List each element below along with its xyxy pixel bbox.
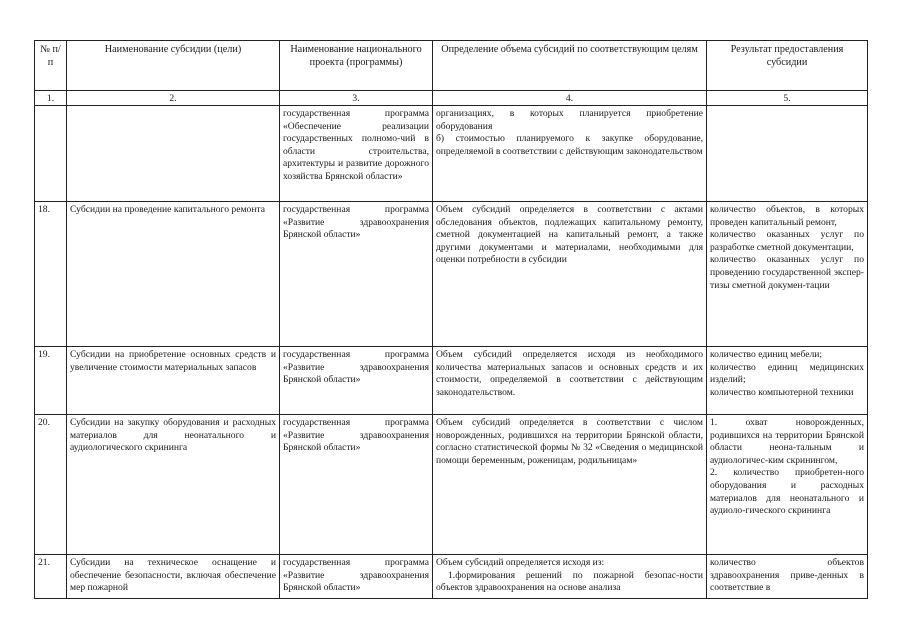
- result-line: 2. количество приобретен-ного оборудования и расходных материалов для неонатального и аудиоло-гического скрининга: [710, 467, 864, 517]
- definition-line: Объем субсидий определяется исходя из:: [436, 557, 605, 568]
- row-number: 19.: [35, 347, 67, 415]
- volume-definition: [433, 347, 707, 415]
- program-name: государственная программа «Обеспечение реализации государственных полномо-чий в области строительства, архитектуры и развитие дорожного хозяйства Брянской области»: [280, 106, 433, 202]
- subsidy-name: Субсидии на приобретение основных средств и увеличение стоимости материальных запасов: [67, 347, 280, 415]
- subsidy-name: Субсидии на проведение капитального ремонта: [67, 202, 280, 347]
- result-line: количество объектов здравоохранения приве-денных в соответствие в: [710, 557, 864, 594]
- column-number: 5.: [707, 91, 868, 106]
- result-line: 1. охват новорожденных, родившихся на территории Брянской области неона-тальным и аудиологичес-ким скринингом,: [710, 417, 864, 466]
- volume-definition: [433, 106, 707, 202]
- column-number: 3.: [280, 91, 433, 106]
- definition-line: б) стоимостью планируемого к закупке оборудование, определяемой в соответствии с действующим законодательством: [436, 133, 703, 157]
- column-number: 1.: [35, 91, 67, 106]
- table-row: [35, 202, 868, 347]
- table-header-row: [35, 41, 868, 91]
- row-number: 21.: [35, 555, 67, 599]
- column-number: 4.: [433, 91, 707, 106]
- program-name: государственная программа «Развитие здравоохранения Брянской области»: [280, 555, 433, 599]
- result-cell: [707, 347, 868, 415]
- row-number: 18.: [35, 202, 67, 347]
- header-subsidy-name: Наименование субсидии (цели): [67, 41, 280, 91]
- result-line: количество оказанных услуг по разработке сметной документации,: [710, 229, 864, 253]
- program-name: государственная программа «Развитие здравоохранения Брянской области»: [280, 202, 433, 347]
- column-number-row: [35, 91, 868, 106]
- result-cell: [707, 555, 868, 599]
- result-cell: [707, 202, 868, 347]
- definition-line: организациях, в которых планируется приобретение оборудования: [436, 108, 703, 132]
- definition-line: Объем субсидий определяется исходя из необходимого количества материальных запасов и основных средств и их стоимости, определяемой в соответствии с действующим законодательством.: [436, 349, 703, 398]
- definition-line: Объем субсидий определяется в соответствии с актами обследования объектов, подлежащих капитальному ремонту, сметной документацией на капитальный ремонт, а также другими документами и материалами, необходимыми для оценки потребности в субсидии: [436, 204, 703, 266]
- volume-definition: [433, 555, 707, 599]
- table-row: [35, 415, 868, 555]
- row-number: 20.: [35, 415, 67, 555]
- result-line: количество оказанных услуг по проведению государственной экспер-тизы сметной докумен-тации: [710, 254, 864, 291]
- column-number: 2.: [67, 91, 280, 106]
- table-row: [35, 106, 868, 202]
- definition-line: Объем субсидий определяется в соответствии с числом новорожденных, родившихся на территории Брянской области, согласно статистической формы № 32 «Сведения о медицинской помощи беременным, роженицам, родильницам»: [436, 417, 703, 466]
- table-row: [35, 347, 868, 415]
- volume-definition: [433, 202, 707, 347]
- header-national-project: Наименование национального проекта (программы): [280, 41, 433, 91]
- result-cell: [707, 106, 868, 202]
- row-number: [35, 106, 67, 202]
- result-cell: [707, 415, 868, 555]
- program-name: государственная программа «Развитие здравоохранения Брянской области»: [280, 415, 433, 555]
- result-line: количество единиц мебели;: [710, 349, 823, 360]
- header-number: № п/п: [35, 41, 67, 91]
- table-row: [35, 555, 868, 599]
- volume-definition: [433, 415, 707, 555]
- definition-line: 1.формирования решений по пожарной безопас-ности объектов здравоохранения на основе анализа: [436, 569, 703, 594]
- program-name: государственная программа «Развитие здравоохранения Брянской области»: [280, 347, 433, 415]
- result-line: количество единиц медицинских изделий;: [710, 361, 864, 386]
- result-line: количество компьютерной техники: [710, 386, 854, 398]
- result-line: количество объектов, в которых проведен капитальный ремонт,: [710, 204, 864, 228]
- subsidy-table: [34, 40, 868, 599]
- subsidy-name: Субсидии на техническое оснащение и обеспечение безопасности, включая обеспечение мер пожарной: [67, 555, 280, 599]
- subsidy-name: Субсидии на закупку оборудования и расходных материалов для неонатального и аудиологического скрининга: [67, 415, 280, 555]
- header-volume-definition: Определение объема субсидий по соответствующим целям: [433, 41, 707, 91]
- header-result: Результат предоставления субсидии: [707, 41, 868, 91]
- subsidy-name: [67, 106, 280, 202]
